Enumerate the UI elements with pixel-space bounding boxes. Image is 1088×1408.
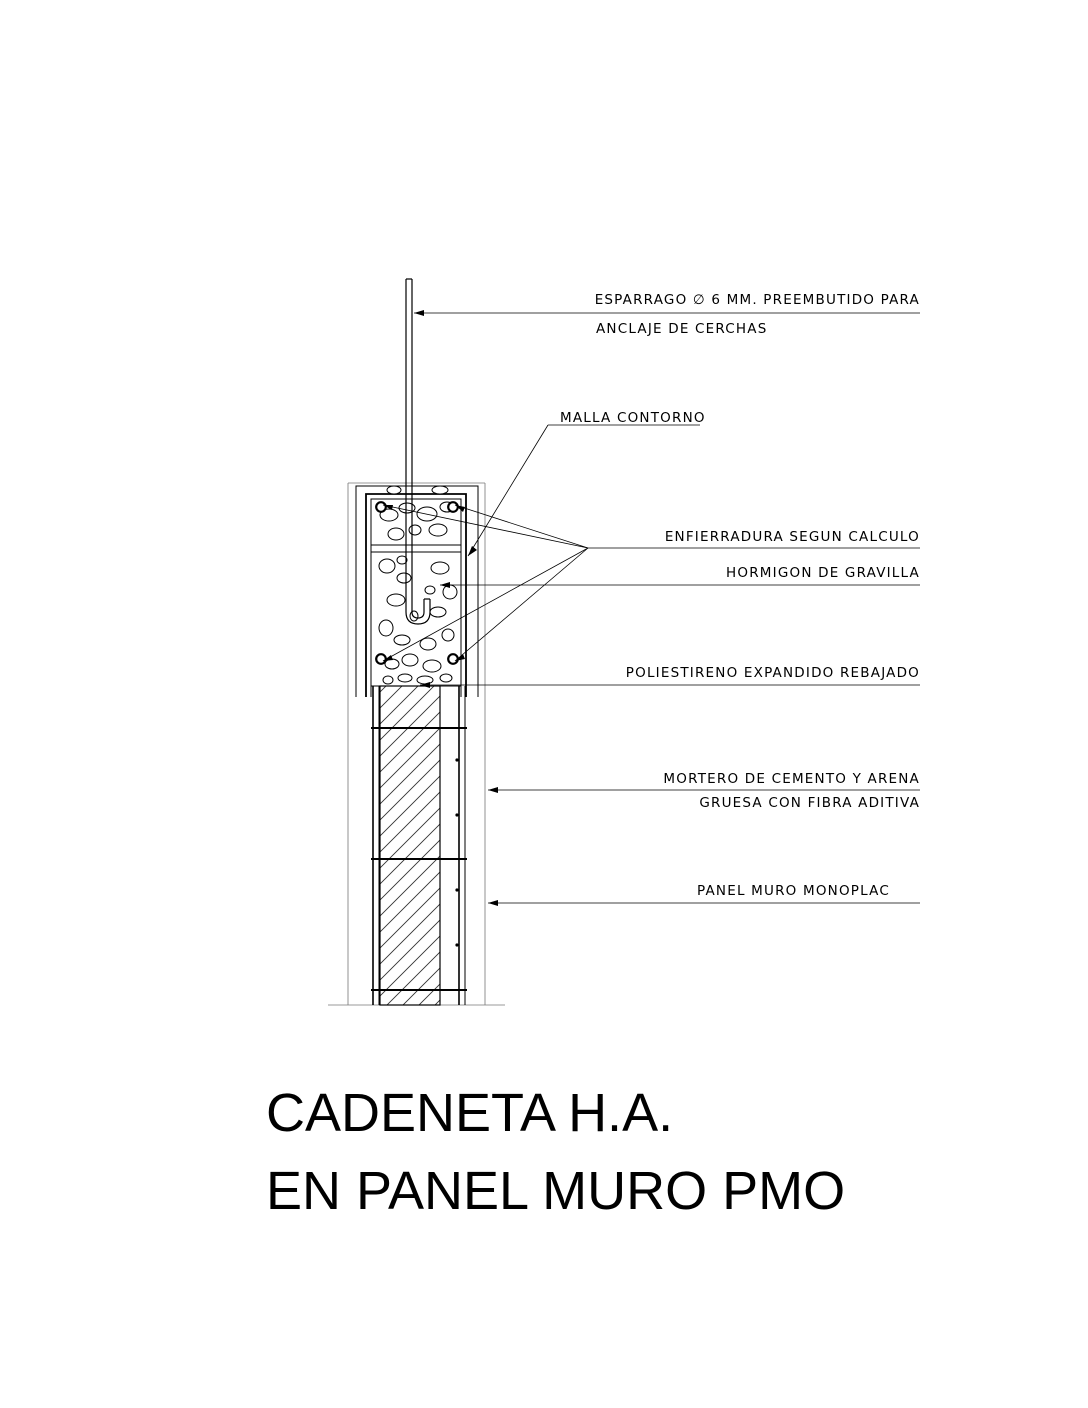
panel-wall [371,686,467,1005]
label-mortero-line1: MORTERO DE CEMENTO Y ARENA [663,771,920,787]
anchor-rod [406,279,430,624]
label-esparrago-line2: ANCLAJE DE CERCHAS [596,321,768,337]
label-panel-muro: PANEL MURO MONOPLAC [697,883,890,899]
drawing-title-line2: EN PANEL MURO PMO [266,1161,846,1221]
label-mortero-line2: GRUESA CON FIBRA ADITIVA [699,795,920,811]
label-enfierradura: ENFIERRADURA SEGUN CALCULO [664,529,920,545]
label-esparrago-line1: ESPARRAGO ∅ 6 MM. PREEMBUTIDO PARA [594,292,920,308]
bond-beam [356,486,478,697]
label-hormigon: HORMIGON DE GRAVILLA [726,565,920,581]
leader-lines [383,313,920,903]
label-poliestireno: POLIESTIRENO EXPANDIDO REBAJADO [625,665,920,681]
label-malla-contorno: MALLA CONTORNO [560,410,706,426]
drawing-title-line1: CADENETA H.A. [266,1083,674,1143]
